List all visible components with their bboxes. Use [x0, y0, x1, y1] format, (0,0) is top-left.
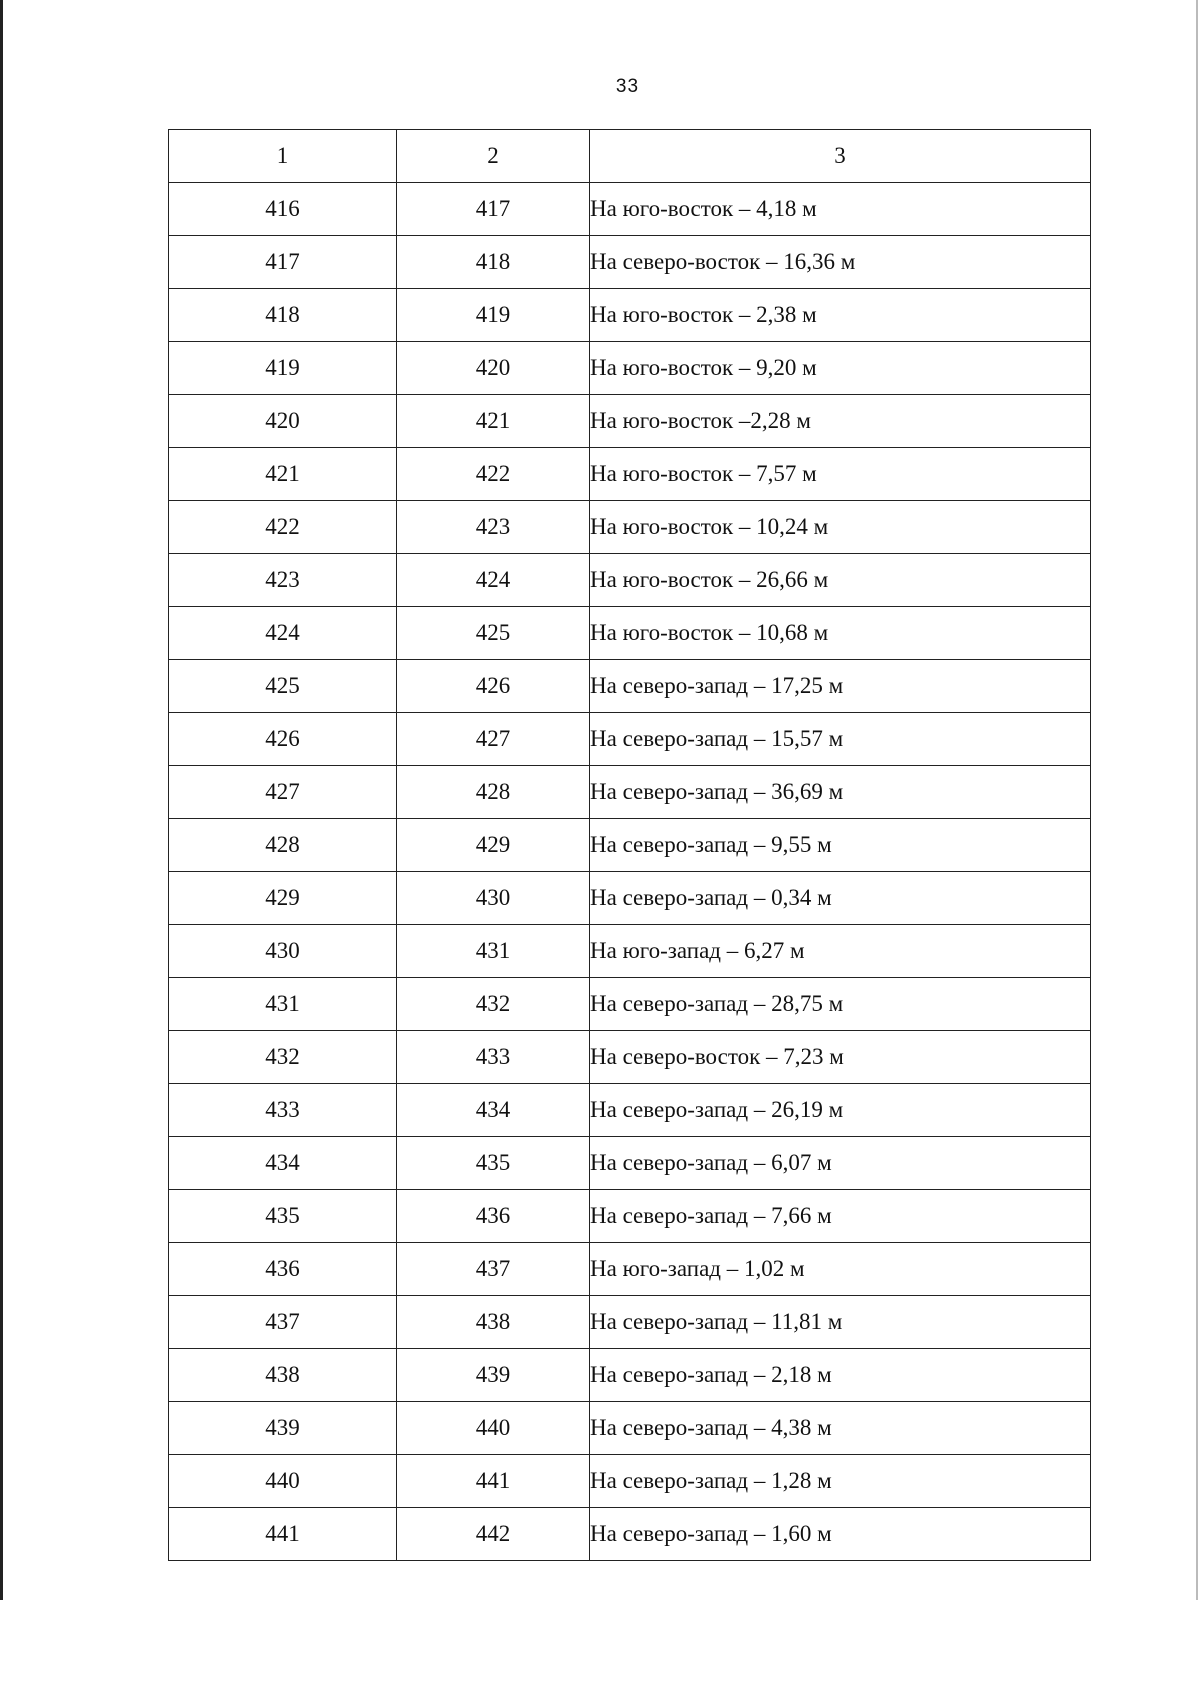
table-row [169, 872, 1091, 925]
from-point-cell: 419 [169, 342, 397, 395]
direction-distance-cell: На юго-восток – 9,20 м [590, 342, 1091, 395]
direction-distance-cell: На северо-запад – 4,38 м [590, 1402, 1091, 1455]
from-point-cell: 431 [169, 978, 397, 1031]
to-point-cell: 430 [397, 872, 590, 925]
table-row [169, 1508, 1091, 1561]
direction-distance-cell: На северо-восток – 16,36 м [590, 236, 1091, 289]
from-point-cell: 427 [169, 766, 397, 819]
direction-distance-cell: На северо-запад – 9,55 м [590, 819, 1091, 872]
table-row [169, 1455, 1091, 1508]
from-point-cell: 438 [169, 1349, 397, 1402]
to-point-cell: 435 [397, 1137, 590, 1190]
table-body [169, 130, 1091, 1561]
table-row [169, 289, 1091, 342]
table-header-row [169, 130, 1091, 183]
column-header-2: 2 [397, 130, 590, 183]
to-point-cell: 437 [397, 1243, 590, 1296]
to-point-cell: 417 [397, 183, 590, 236]
direction-distance-cell: На юго-восток – 26,66 м [590, 554, 1091, 607]
to-point-cell: 422 [397, 448, 590, 501]
from-point-cell: 436 [169, 1243, 397, 1296]
direction-distance-cell: На северо-запад – 1,28 м [590, 1455, 1091, 1508]
to-point-cell: 418 [397, 236, 590, 289]
table-row [169, 1137, 1091, 1190]
table-row [169, 1349, 1091, 1402]
table-row [169, 1190, 1091, 1243]
to-point-cell: 431 [397, 925, 590, 978]
to-point-cell: 428 [397, 766, 590, 819]
from-point-cell: 440 [169, 1455, 397, 1508]
direction-distance-cell: На юго-запад – 1,02 м [590, 1243, 1091, 1296]
to-point-cell: 440 [397, 1402, 590, 1455]
table-row [169, 607, 1091, 660]
to-point-cell: 433 [397, 1031, 590, 1084]
table-row [169, 1031, 1091, 1084]
from-point-cell: 433 [169, 1084, 397, 1137]
from-point-cell: 439 [169, 1402, 397, 1455]
table-row [169, 183, 1091, 236]
column-header-3: 3 [590, 130, 1091, 183]
from-point-cell: 434 [169, 1137, 397, 1190]
direction-distance-cell: На юго-восток – 10,24 м [590, 501, 1091, 554]
from-point-cell: 426 [169, 713, 397, 766]
to-point-cell: 436 [397, 1190, 590, 1243]
direction-distance-cell: На юго-восток – 2,38 м [590, 289, 1091, 342]
table-row [169, 1243, 1091, 1296]
table-row [169, 766, 1091, 819]
direction-distance-cell: На юго-восток – 7,57 м [590, 448, 1091, 501]
table-row [169, 925, 1091, 978]
direction-distance-cell: На юго-восток – 10,68 м [590, 607, 1091, 660]
to-point-cell: 426 [397, 660, 590, 713]
table-row [169, 501, 1091, 554]
from-point-cell: 441 [169, 1508, 397, 1561]
to-point-cell: 432 [397, 978, 590, 1031]
table-row [169, 660, 1091, 713]
direction-distance-cell: На северо-запад – 0,34 м [590, 872, 1091, 925]
table-row [169, 342, 1091, 395]
to-point-cell: 419 [397, 289, 590, 342]
table-row [169, 978, 1091, 1031]
direction-distance-cell: На северо-запад – 11,81 м [590, 1296, 1091, 1349]
from-point-cell: 423 [169, 554, 397, 607]
table-row [169, 1084, 1091, 1137]
column-header-1: 1 [169, 130, 397, 183]
direction-distance-cell: На северо-запад – 36,69 м [590, 766, 1091, 819]
direction-distance-cell: На северо-запад – 1,60 м [590, 1508, 1091, 1561]
direction-distance-cell: На юго-восток –2,28 м [590, 395, 1091, 448]
from-point-cell: 420 [169, 395, 397, 448]
direction-distance-cell: На северо-запад – 28,75 м [590, 978, 1091, 1031]
boundary-table [168, 129, 1091, 1561]
page-number: 33 [615, 76, 640, 97]
to-point-cell: 427 [397, 713, 590, 766]
from-point-cell: 435 [169, 1190, 397, 1243]
from-point-cell: 422 [169, 501, 397, 554]
scan-edge-right [1196, 0, 1198, 1600]
table-row [169, 448, 1091, 501]
direction-distance-cell: На северо-запад – 26,19 м [590, 1084, 1091, 1137]
table-row [169, 819, 1091, 872]
from-point-cell: 428 [169, 819, 397, 872]
from-point-cell: 430 [169, 925, 397, 978]
to-point-cell: 423 [397, 501, 590, 554]
from-point-cell: 437 [169, 1296, 397, 1349]
from-point-cell: 432 [169, 1031, 397, 1084]
from-point-cell: 425 [169, 660, 397, 713]
from-point-cell: 424 [169, 607, 397, 660]
from-point-cell: 417 [169, 236, 397, 289]
direction-distance-cell: На юго-запад – 6,27 м [590, 925, 1091, 978]
to-point-cell: 439 [397, 1349, 590, 1402]
direction-distance-cell: На северо-запад – 6,07 м [590, 1137, 1091, 1190]
direction-distance-cell: На юго-восток – 4,18 м [590, 183, 1091, 236]
to-point-cell: 424 [397, 554, 590, 607]
direction-distance-cell: На северо-запад – 7,66 м [590, 1190, 1091, 1243]
table-row [169, 554, 1091, 607]
from-point-cell: 416 [169, 183, 397, 236]
to-point-cell: 429 [397, 819, 590, 872]
direction-distance-cell: На северо-запад – 2,18 м [590, 1349, 1091, 1402]
from-point-cell: 418 [169, 289, 397, 342]
table-row [169, 236, 1091, 289]
table-row [169, 1402, 1091, 1455]
direction-distance-cell: На северо-восток – 7,23 м [590, 1031, 1091, 1084]
from-point-cell: 421 [169, 448, 397, 501]
to-point-cell: 442 [397, 1508, 590, 1561]
direction-distance-cell: На северо-запад – 17,25 м [590, 660, 1091, 713]
to-point-cell: 441 [397, 1455, 590, 1508]
to-point-cell: 438 [397, 1296, 590, 1349]
from-point-cell: 429 [169, 872, 397, 925]
table-row [169, 713, 1091, 766]
to-point-cell: 421 [397, 395, 590, 448]
table-row [169, 395, 1091, 448]
scan-edge-left [0, 0, 3, 1600]
to-point-cell: 425 [397, 607, 590, 660]
to-point-cell: 420 [397, 342, 590, 395]
to-point-cell: 434 [397, 1084, 590, 1137]
table-row [169, 1296, 1091, 1349]
direction-distance-cell: На северо-запад – 15,57 м [590, 713, 1091, 766]
